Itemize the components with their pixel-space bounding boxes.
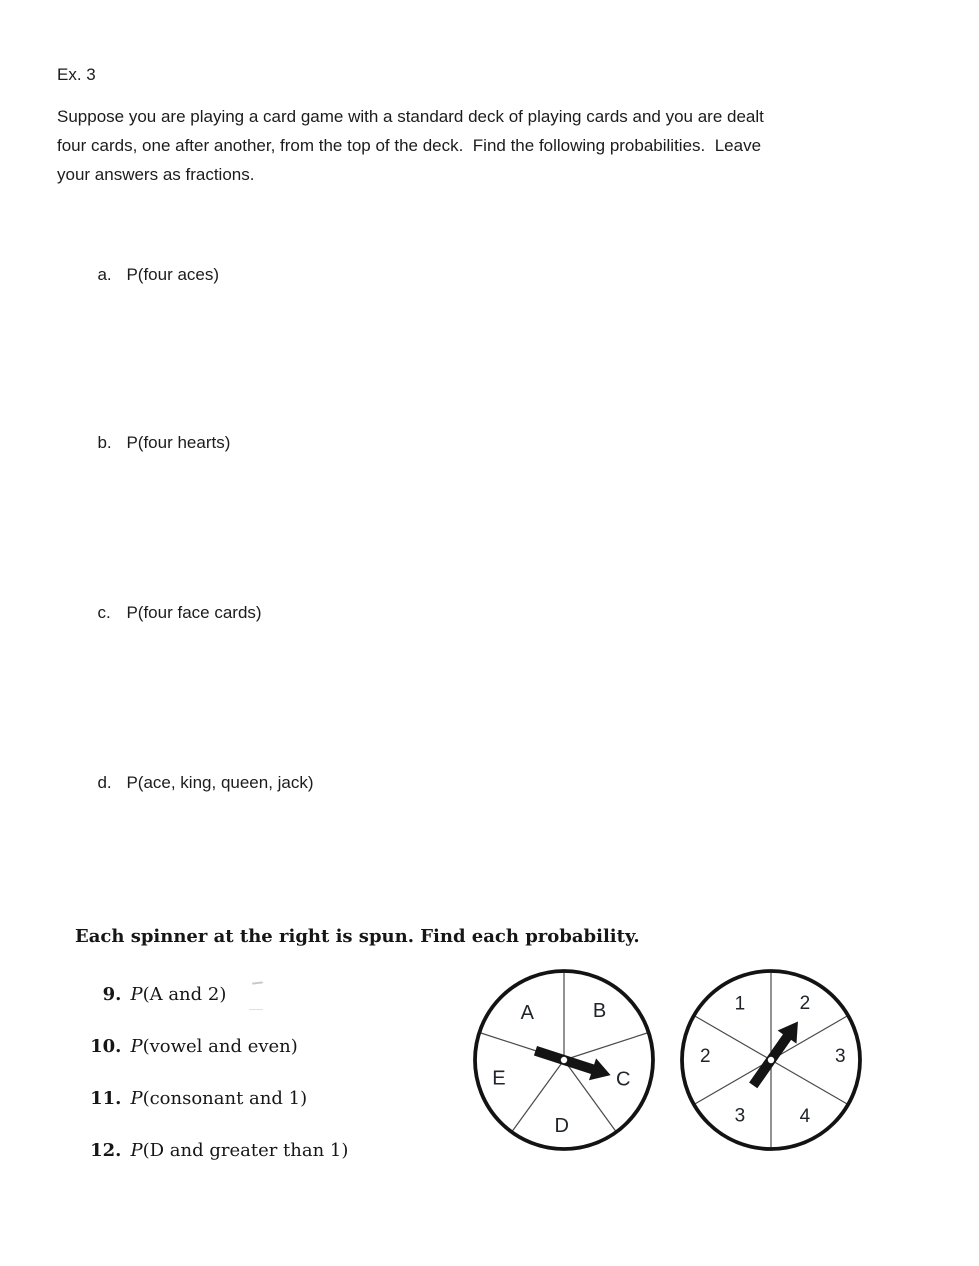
problem-label-c: c. [97,603,111,622]
letter-spinner-svg [468,964,660,1156]
sector-label: 1 [734,993,746,1015]
intro-line-2: four cards, one after another, from the top of the deck. Find the following probabilities. Leave [57,136,762,155]
prob-symbol: P [130,984,143,1005]
prob-symbol: P [130,1140,143,1161]
spinner-arrow [744,1015,808,1092]
spinner-pivot [768,1057,774,1063]
sector-label: B [592,1000,607,1023]
intro-line-3: your answers as fractions. [57,165,255,184]
card-problem-b [88,413,230,453]
problem-text-d: P(ace, king, queen, jack) [126,773,314,792]
problem-label-a: a. [97,265,112,284]
problem-text-10: (vowel and even) [142,1036,298,1057]
sector-label: 3 [734,1105,746,1127]
problem-text-c: P(four face cards) [126,603,262,622]
problem-number-9: 9. [102,984,122,1005]
problem-text-b: P(four hearts) [126,433,231,452]
problem-number-11: 11. [90,1088,122,1109]
exercise-title: Ex. 3 [57,65,96,84]
number-spinner-svg [675,964,867,1156]
spinner-section-heading: Each spinner at the right is spun. Find each probability. [75,926,640,947]
problem-text-9: (A and 2) [142,984,227,1005]
sector-label: 2 [699,1046,711,1068]
prob-symbol: P [130,1088,143,1109]
letter-spinner [468,964,660,1156]
intro-paragraph [57,102,764,189]
intro-line-1: Suppose you are playing a card game with a standard deck of playing cards and you are dealt [57,107,764,126]
spinner-arrow [532,1040,614,1086]
number-spinner [675,964,867,1156]
scan-artifact [249,1009,263,1010]
sector-label: E [492,1067,506,1090]
sector-label: 4 [799,1105,811,1127]
spinner-problem-10 [78,1015,298,1057]
problem-text-11: (consonant and 1) [142,1088,308,1109]
sector-label: 3 [835,1045,846,1067]
spinner-problem-12 [78,1119,348,1161]
spinner-pivot [561,1057,567,1063]
problem-label-b: b. [97,433,112,452]
card-problem-d [88,753,314,793]
problem-number-12: 12. [90,1140,122,1161]
sector-label: 2 [799,993,811,1015]
spinner-problem-9 [78,963,226,1005]
sector-label: C [616,1068,631,1091]
sector-label: A [520,1002,534,1025]
prob-symbol: P [130,1036,143,1057]
problem-text-a: P(four aces) [126,265,220,284]
problem-text-12: (D and greater than 1) [142,1140,349,1161]
scan-artifact [252,981,263,984]
card-problem-c [88,583,262,623]
spinner-problem-11 [78,1067,307,1109]
sector-label: D [554,1114,569,1137]
problem-number-10: 10. [90,1036,122,1057]
problem-label-d: d. [97,773,112,792]
card-problem-a [88,245,219,285]
sector-line [564,1032,649,1060]
